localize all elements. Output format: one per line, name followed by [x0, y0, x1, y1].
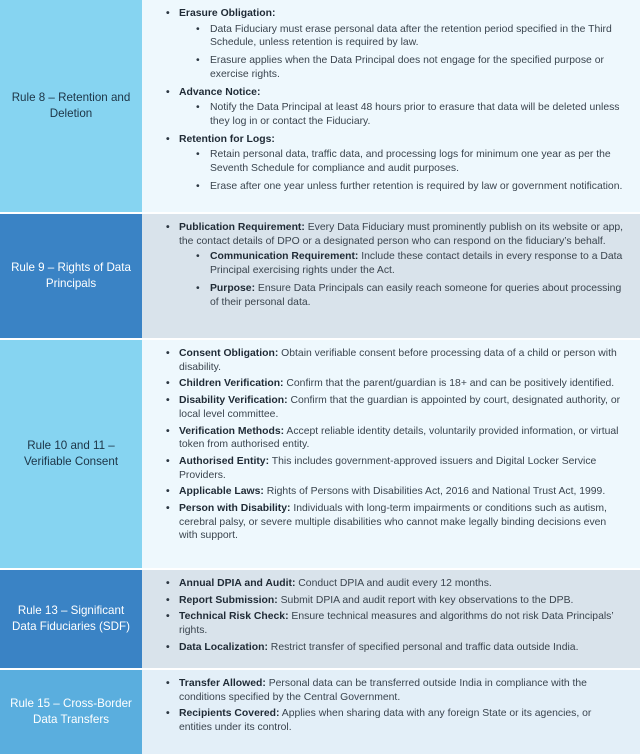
list-item [166, 641, 624, 655]
rule-details [142, 670, 640, 754]
rule-label: Rule 13 – Significant Data Fiduciaries (SDF) [0, 570, 142, 668]
bullet-text: Confirm that the guardian is appointed by court, designated authority, or local level committee. [179, 395, 621, 420]
bullet-list [166, 577, 624, 655]
bullet-text: Rights of Persons with Disabilities Act, 2016 and National Trust Act, 1999. [263, 486, 606, 498]
bullet-text: Submit DPIA and audit report with key observations to the DPB. [277, 594, 574, 606]
bullet-text: Personal data can be transferred outside India in compliance with the conditions specified by the Central Government. [179, 678, 587, 703]
bullet-text: This includes government-approved issuers and Digital Locker Service Providers. [179, 455, 597, 481]
list-item [166, 425, 624, 452]
table-row [0, 214, 640, 338]
bullet-title: Children Verification: [179, 378, 284, 390]
bullet-text: Erase after one year unless further retention is required by law or government notification. [210, 180, 623, 192]
bullet-text: Accept reliable identity details, voluntarily provided information, or virtual token from authorised entity. [179, 425, 619, 451]
bullet-text: Individuals with long-term impairments or conditions such as autism, cerebral palsy, or severe multiple disabilities who cannot make legally binding decisions even with support. [179, 503, 607, 542]
bullet-text: Ensure Data Principals can easily reach someone for queries about processing of their personal data. [210, 282, 622, 308]
list-item [166, 377, 624, 391]
list-item [166, 485, 624, 499]
bullet-title: Purpose: [210, 282, 256, 294]
sub-list-item [179, 250, 624, 277]
bullet-title: Consent Obligation: [179, 348, 279, 359]
rule-label: Rule 8 – Retention and Deletion [0, 0, 142, 212]
bullet-title: Technical Risk Check: [179, 611, 289, 623]
list-item [166, 502, 624, 543]
bullet-title: Publication Requirement: [179, 222, 305, 233]
bullet-text: Obtain verifiable consent before processing data of a child or person with disability. [179, 348, 617, 373]
bullet-title: Person with Disability: [179, 503, 291, 515]
bullet-title: Transfer Allowed: [179, 678, 266, 689]
bullet-text: Confirm that the parent/guardian is 18+ and can be positively identified. [283, 378, 615, 390]
bullet-title: Recipients Covered: [179, 708, 280, 720]
bullet-text: Notify the Data Principal at least 48 hours prior to erasure that data will be deleted unless they log in or contact the Fiduciary. [210, 102, 620, 127]
bullet-list [166, 221, 624, 309]
bullet-title: Data Localization: [179, 641, 268, 653]
table-row [0, 0, 640, 212]
bullet-text: Conduct DPIA and audit every 12 months. [295, 578, 492, 589]
list-item [166, 594, 624, 608]
bullet-list [166, 347, 624, 543]
list-item [166, 707, 624, 734]
list-item [166, 610, 624, 637]
sub-list-item [179, 282, 624, 309]
list-item [166, 221, 624, 309]
rule-details [142, 0, 640, 212]
sub-list-item [179, 101, 624, 128]
list-item [166, 394, 624, 421]
rule-details [142, 214, 640, 338]
list-item [166, 347, 624, 374]
sub-bullet-list [179, 23, 624, 82]
bullet-title: Annual DPIA and Audit: [179, 578, 296, 589]
bullet-title: Applicable Laws: [179, 486, 264, 498]
bullet-text: Include these contact details in every response to a Data Principal exercising rights under the Act. [210, 251, 623, 277]
table-row [0, 570, 640, 668]
rule-details [142, 570, 640, 668]
list-item [166, 455, 624, 482]
bullet-text: Data Fiduciary must erase personal data after the retention period specified in the Third Schedule, unless retention is required by law. [210, 23, 612, 49]
sub-bullet-list [179, 250, 624, 309]
sub-bullet-list [179, 101, 624, 128]
table-row [0, 340, 640, 568]
list-item [166, 677, 624, 704]
bullet-text: Retain personal data, traffic data, and processing logs for minimum one year as per the Seventh Schedule for compliance and audit purposes. [210, 149, 611, 175]
bullet-text: Erasure applies when the Data Principal does not engage for the specified purpose or exercise rights. [210, 55, 604, 80]
bullet-text: Every Data Fiduciary must prominently publish on its website or app, the contact details of DPO or a designated person who can respond on the fiduciary’s behalf. [179, 222, 624, 247]
bullet-list [166, 677, 624, 735]
bullet-title: Advance Notice: [179, 86, 261, 98]
sub-list-item [179, 54, 624, 81]
bullet-title: Erasure Obligation: [179, 8, 276, 19]
table-row [0, 670, 640, 754]
rule-label: Rule 15 – Cross-Border Data Transfers [0, 670, 142, 754]
list-item [166, 577, 624, 591]
bullet-text: Ensure technical measures and algorithms do not risk Data Principals’ rights. [179, 611, 614, 637]
bullet-title: Communication Requirement: [210, 251, 359, 263]
sub-bullet-list [179, 148, 624, 193]
bullet-title: Report Submission: [179, 594, 278, 606]
bullet-title: Verification Methods: [179, 425, 285, 437]
list-item [166, 86, 624, 129]
rule-label: Rule 10 and 11 – Verifiable Consent [0, 340, 142, 568]
sub-list-item [179, 23, 624, 50]
list-item [166, 133, 624, 194]
list-item [166, 7, 624, 82]
bullet-list [166, 7, 624, 193]
rule-details [142, 340, 640, 568]
sub-list-item [179, 180, 624, 194]
bullet-title: Disability Verification: [179, 395, 288, 407]
bullet-title: Retention for Logs: [179, 133, 275, 145]
rule-label: Rule 9 – Rights of Data Principals [0, 214, 142, 338]
bullet-text: Restrict transfer of specified personal and traffic data outside India. [267, 641, 579, 653]
bullet-title: Authorised Entity: [179, 455, 270, 467]
sub-list-item [179, 148, 624, 175]
bullet-text: Applies when sharing data with any foreign State or its agencies, or entities under its control. [179, 708, 592, 734]
